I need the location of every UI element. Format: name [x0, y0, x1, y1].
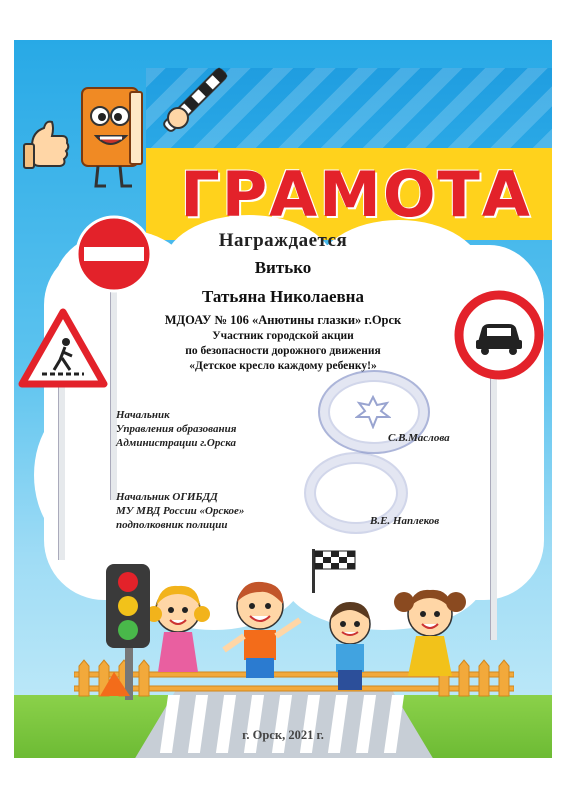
signatory-name: В.Е. Наплеков — [370, 515, 440, 527]
position-line: Администрации г.Орска — [116, 437, 237, 449]
signatory-position — [116, 408, 236, 450]
book-mascot-icon — [68, 74, 158, 200]
recipient-surname: Витько — [254, 258, 312, 277]
sign-pole — [490, 370, 497, 640]
thumbs-up-icon — [22, 118, 72, 180]
traffic-baton-icon — [150, 60, 240, 140]
signatory-name: С.В.Маслова — [388, 432, 450, 444]
signatory-position — [116, 490, 244, 532]
position-line: Начальник — [116, 409, 170, 421]
no-entry-sign-icon — [74, 214, 154, 294]
position-line: МУ МВД России «Орское» — [116, 505, 245, 517]
description-line: Участник городской акции — [212, 330, 354, 342]
position-line: Начальник ОГИБДД — [116, 491, 218, 503]
description-line: по безопасности дорожного движения — [185, 345, 381, 357]
awarded-heading: Награждается — [218, 230, 348, 251]
certificate-title: ГРАМОТА — [180, 157, 532, 231]
position-line: Управления образования — [116, 423, 237, 435]
school-name: МДОАУ № 106 «Анютины глазки» г.Орск — [164, 313, 402, 327]
children-illustration — [150, 580, 480, 700]
sign-pole — [58, 360, 65, 560]
place-date: г. Орск, 2021 г. — [242, 728, 324, 742]
recipient-name: Татьяна Николаевна — [202, 287, 364, 306]
stamp-emblem-icon — [355, 395, 391, 429]
description-line: «Детское кресло каждому ребенку!» — [189, 360, 377, 372]
position-line: подполковник полиции — [116, 519, 228, 531]
